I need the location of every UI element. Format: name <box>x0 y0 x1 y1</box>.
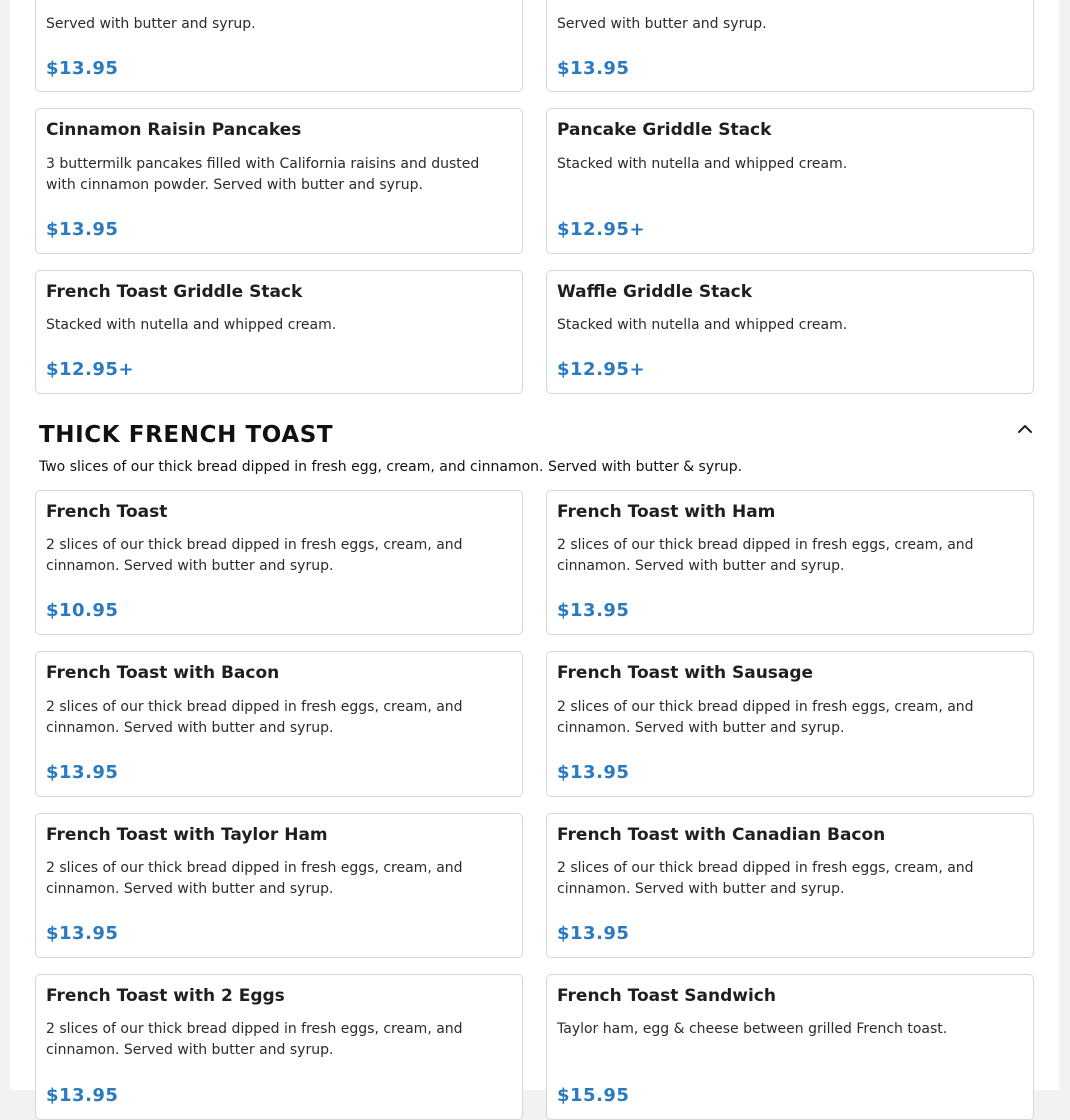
menu-page <box>10 0 1059 1106</box>
menu-item-description: Stacked with nutella and whipped cream. <box>46 317 337 333</box>
menu-item-name: French Toast with Ham <box>557 502 776 522</box>
menu-item-price: $13.95 <box>46 58 119 79</box>
menu-item-card[interactable] <box>546 813 1034 958</box>
section-description: Two slices of our thick bread dipped in fresh egg, cream, and cinnamon. Served with butter & syrup. <box>39 459 743 475</box>
menu-item-price: $13.95 <box>46 219 119 240</box>
menu-item-card[interactable] <box>546 270 1034 394</box>
menu-item-price: $10.95 <box>46 600 119 621</box>
menu-item-price: $15.95 <box>557 1085 630 1106</box>
menu-item-name: French Toast Griddle Stack <box>46 282 303 302</box>
section-collapse-button[interactable] <box>1013 418 1037 440</box>
menu-item-name: French Toast with 2 Eggs <box>46 986 285 1006</box>
menu-item-name: French Toast with Canadian Bacon <box>557 825 886 845</box>
menu-item-description: 2 slices of our thick bread dipped in fresh eggs, cream, and cinnamon. Served with butter and syrup. <box>46 699 463 736</box>
menu-item-price: $13.95 <box>557 762 630 783</box>
menu-item-name: French Toast with Bacon <box>46 663 280 683</box>
menu-item-card[interactable] <box>35 651 523 797</box>
menu-item-card[interactable] <box>35 490 523 635</box>
menu-item-price: $13.95 <box>46 1085 119 1106</box>
menu-item-card[interactable] <box>35 108 523 254</box>
menu-item-card[interactable] <box>35 813 523 958</box>
menu-item-description: Served with butter and syrup. <box>46 16 256 32</box>
menu-item-price: $13.95 <box>557 923 630 944</box>
menu-item-card[interactable] <box>546 974 1034 1120</box>
menu-item-name: Pancake Griddle Stack <box>557 120 772 140</box>
menu-item-description: 2 slices of our thick bread dipped in fresh eggs, cream, and cinnamon. Served with butter and syrup. <box>46 537 463 574</box>
section-title: THICK FRENCH TOAST <box>39 422 334 448</box>
menu-item-description: 2 slices of our thick bread dipped in fresh eggs, cream, and cinnamon. Served with butter and syrup. <box>46 1021 463 1058</box>
menu-item-card[interactable] <box>546 108 1034 254</box>
menu-item-name: Cinnamon Raisin Pancakes <box>46 120 302 140</box>
menu-item-description: 2 slices of our thick bread dipped in fresh eggs, cream, and cinnamon. Served with butter and syrup. <box>557 860 974 897</box>
menu-item-price: $12.95+ <box>46 359 135 380</box>
menu-item-price: $13.95 <box>557 58 630 79</box>
menu-item-description: Served with butter and syrup. <box>557 16 767 32</box>
menu-item-card[interactable] <box>546 490 1034 635</box>
menu-item-description: 2 slices of our thick bread dipped in fresh eggs, cream, and cinnamon. Served with butter and syrup. <box>46 860 463 897</box>
menu-item-description: 2 slices of our thick bread dipped in fresh eggs, cream, and cinnamon. Served with butter and syrup. <box>557 699 974 736</box>
menu-item-description: Stacked with nutella and whipped cream. <box>557 317 848 333</box>
menu-item-card[interactable] <box>35 0 523 92</box>
menu-item-price: $12.95+ <box>557 219 646 240</box>
menu-item-description: 3 buttermilk pancakes filled with California raisins and dusted with cinnamon powder. Served with butter and syrup. <box>46 156 480 193</box>
menu-item-description: Stacked with nutella and whipped cream. <box>557 156 848 172</box>
menu-item-price: $13.95 <box>46 762 119 783</box>
menu-item-card[interactable] <box>35 270 523 394</box>
menu-item-name: Waffle Griddle Stack <box>557 282 753 302</box>
menu-item-price: $13.95 <box>46 923 119 944</box>
menu-item-name: French Toast with Taylor Ham <box>46 825 328 845</box>
menu-item-price: $13.95 <box>557 600 630 621</box>
menu-item-name: French Toast <box>46 502 168 522</box>
menu-item-description: Taylor ham, egg & cheese between grilled French toast. <box>557 1021 948 1037</box>
menu-item-name: French Toast with Sausage <box>557 663 814 683</box>
menu-item-card[interactable] <box>546 651 1034 797</box>
menu-item-description: 2 slices of our thick bread dipped in fresh eggs, cream, and cinnamon. Served with butter and syrup. <box>557 537 974 574</box>
chevron-up-icon <box>1017 424 1033 434</box>
menu-item-price: $12.95+ <box>557 359 646 380</box>
menu-item-name: French Toast Sandwich <box>557 986 776 1006</box>
menu-item-card[interactable] <box>546 0 1034 92</box>
menu-item-card[interactable] <box>35 974 523 1120</box>
